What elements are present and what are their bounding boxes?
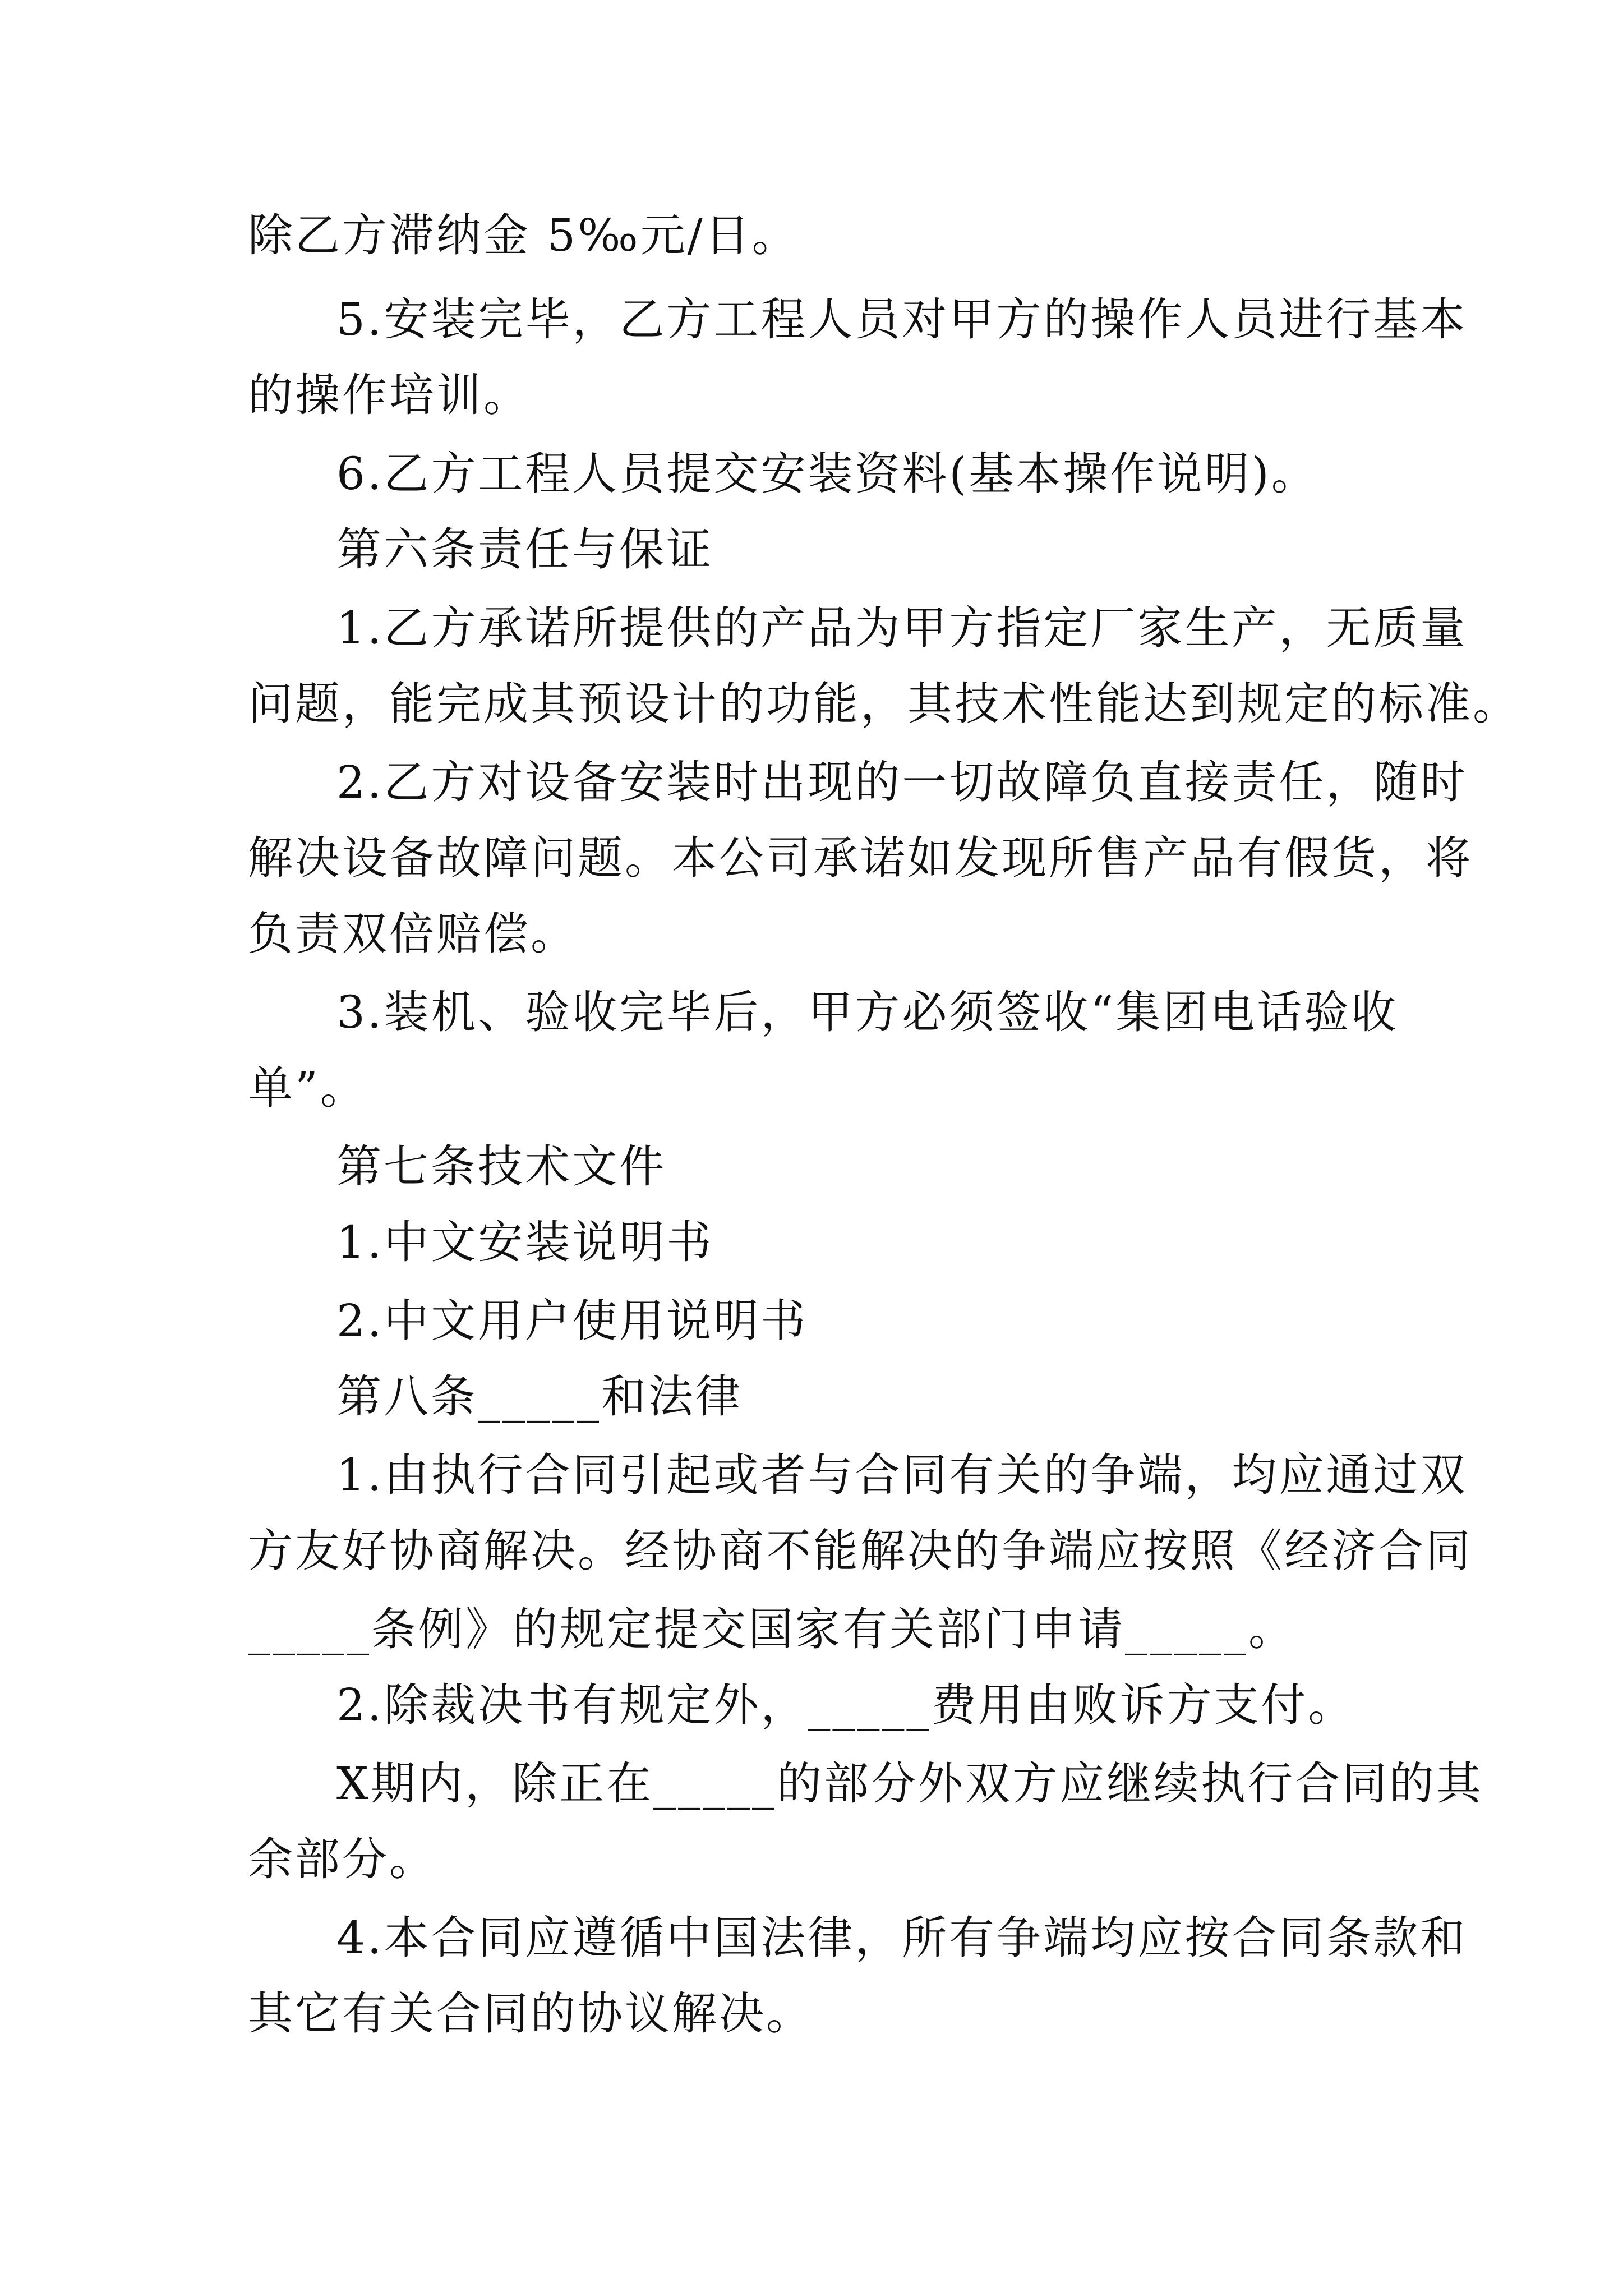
text-line: 5.安装完毕，乙方工程人员对甲方的操作人员进行基本: [336, 293, 1468, 346]
text-line: 除乙方滞纳金 5‰元/日。: [248, 209, 799, 261]
text-line: 单”。: [248, 1062, 367, 1114]
text-line: 6.乙方工程人员提交安装资料(基本操作说明)。: [336, 448, 1318, 500]
text-line: 其它有关合同的协议解决。: [248, 1987, 813, 2040]
text-line: _____条例》的规定提交国家有关部门申请_____。: [248, 1603, 1295, 1655]
section-heading: 第七条技术文件: [336, 1140, 666, 1193]
section-heading: 第六条责任与保证: [336, 523, 713, 576]
text-line: 3.装机、验收完毕后，甲方必须签收“集团电话验收: [336, 986, 1399, 1038]
text-line: 1.乙方承诺所提供的产品为甲方指定厂家生产，无质量: [336, 602, 1468, 654]
text-line: 负责双倍赔偿。: [248, 908, 578, 960]
text-line: 2.中文用户使用说明书: [336, 1295, 808, 1347]
text-line: 1.中文安装说明书: [336, 1216, 714, 1268]
text-line: 2.除裁决书有规定外，_____费用由败诉方支付。: [336, 1679, 1355, 1731]
text-line: 1.由执行合同引起或者与合同有关的争端，均应通过双: [336, 1449, 1468, 1501]
text-line: 4.本合同应遵循中国法律，所有争端均应按合同条款和: [336, 1912, 1468, 1964]
text-line: 解决设备故障问题。本公司承诺如发现所售产品有假货，将: [248, 832, 1473, 884]
text-line: 余部分。: [248, 1833, 436, 1885]
section-heading: 第八条_____和法律: [336, 1370, 743, 1423]
text-line: 2.乙方对设备安装时出现的一切故障负直接责任，随时: [336, 756, 1468, 808]
text-line: X期内，除正在_____的部分外双方应继续执行合同的其: [336, 1757, 1483, 1810]
text-line: 方友好协商解决。经协商不能解决的争端应按照《经济合同: [248, 1525, 1473, 1577]
text-line: 的操作培训。: [248, 369, 531, 421]
text-line: 问题，能完成其预设计的功能，其技术性能达到规定的标准。: [248, 678, 1520, 730]
